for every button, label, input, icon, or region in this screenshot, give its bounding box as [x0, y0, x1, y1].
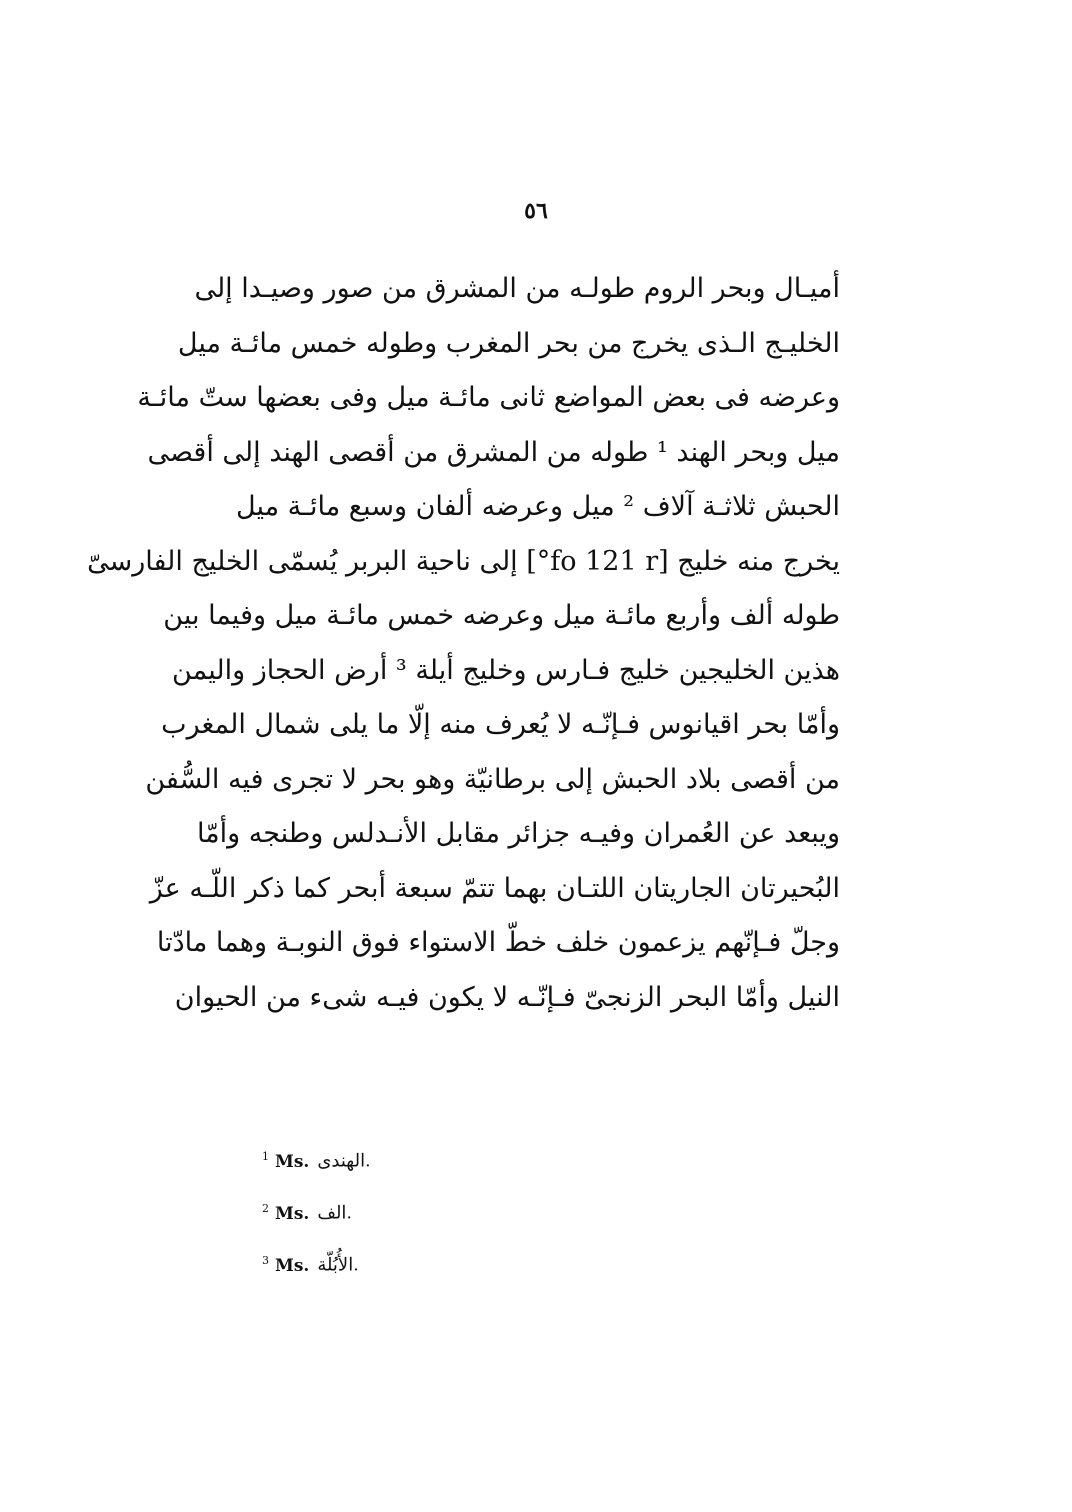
text-line: ميل وبحر الهند ¹ طوله من المشرق من أقصى الهند إلى أقصى [147, 436, 840, 468]
footnote-variant: الأُبُلّة [317, 1254, 354, 1276]
text-line: هذين الخليجين خليج فـارس وخليج أيلة ³ أرض الحجاز واليمن [172, 654, 840, 686]
text-line: يخرج منه خليج [fo 121 r°] إلى ناحية البربر يُسمّى الخليج الفارسىّ [87, 545, 840, 577]
footnote-end: . [353, 1255, 359, 1276]
footnote [262, 1192, 562, 1244]
text-line: وعرضه فى بعض المواضع ثانى مائـة ميل وفى بعضها ستّ مائـة [137, 382, 840, 413]
footnote [262, 1140, 562, 1192]
text-line: الخليـج الـذى يخرج من بحر المغرب وطوله خمس مائـة ميل [177, 327, 840, 359]
footnote-ms-label: Ms. [275, 1203, 310, 1224]
text-line: من أقصى بلاد الحبش إلى برطانيّة وهو بحر لا تجرى فيه السُّفن [145, 763, 840, 795]
text-line: الحبش ثلاثـة آلاف ² ميل وعرضه ألفان وسبع مائـة ميل [236, 491, 840, 522]
text-line: طوله ألف وأربع مائـة ميل وعرضه خمس مائـة ميل وفيما بين [163, 600, 840, 631]
text-line: ويبعد عن العُمران وفيـه جزائر مقابل الأنـدلس وطنجه وأمّا [196, 818, 840, 849]
text-line: النيل وأمّا البحر الزنجىّ فـإنّـه لا يكون فيـه شىء من الحيوان [174, 981, 840, 1013]
text-line: وجلّ فـإنّهم يزعمون خلف خطّ الاستواء فوق النوبـة وهما مادّتا [156, 927, 840, 958]
footnote-end: . [365, 1151, 371, 1172]
text-line: وأمّا بحر اقيانوس فـإنّـه لا يُعرف منه إلّا ما يلى شمال المغرب [161, 709, 840, 740]
page-number: ٥٦ [524, 198, 548, 224]
footnote-variant: الهندى [317, 1150, 366, 1172]
footnote-ms-label: Ms. [275, 1255, 310, 1276]
text-line: أميـال وبحر الروم طولـه من المشرق من صور وصيـدا إلى [194, 273, 840, 304]
footnote-end: . [346, 1203, 352, 1224]
footnote-mark: 3 [262, 1254, 269, 1267]
body-text [87, 262, 840, 1025]
footnote [262, 1244, 562, 1296]
footnotes [262, 1140, 562, 1296]
footnote-ms-label: Ms. [275, 1151, 310, 1172]
footnote-variant: الف [317, 1202, 347, 1224]
footnote-mark: 1 [262, 1150, 269, 1163]
footnote-mark: 2 [262, 1202, 269, 1215]
text-line: البُحيرتان الجاريتان اللتـان بهما تتمّ سبعة أبحر كما ذكر اللّـه عزّ [149, 872, 840, 904]
